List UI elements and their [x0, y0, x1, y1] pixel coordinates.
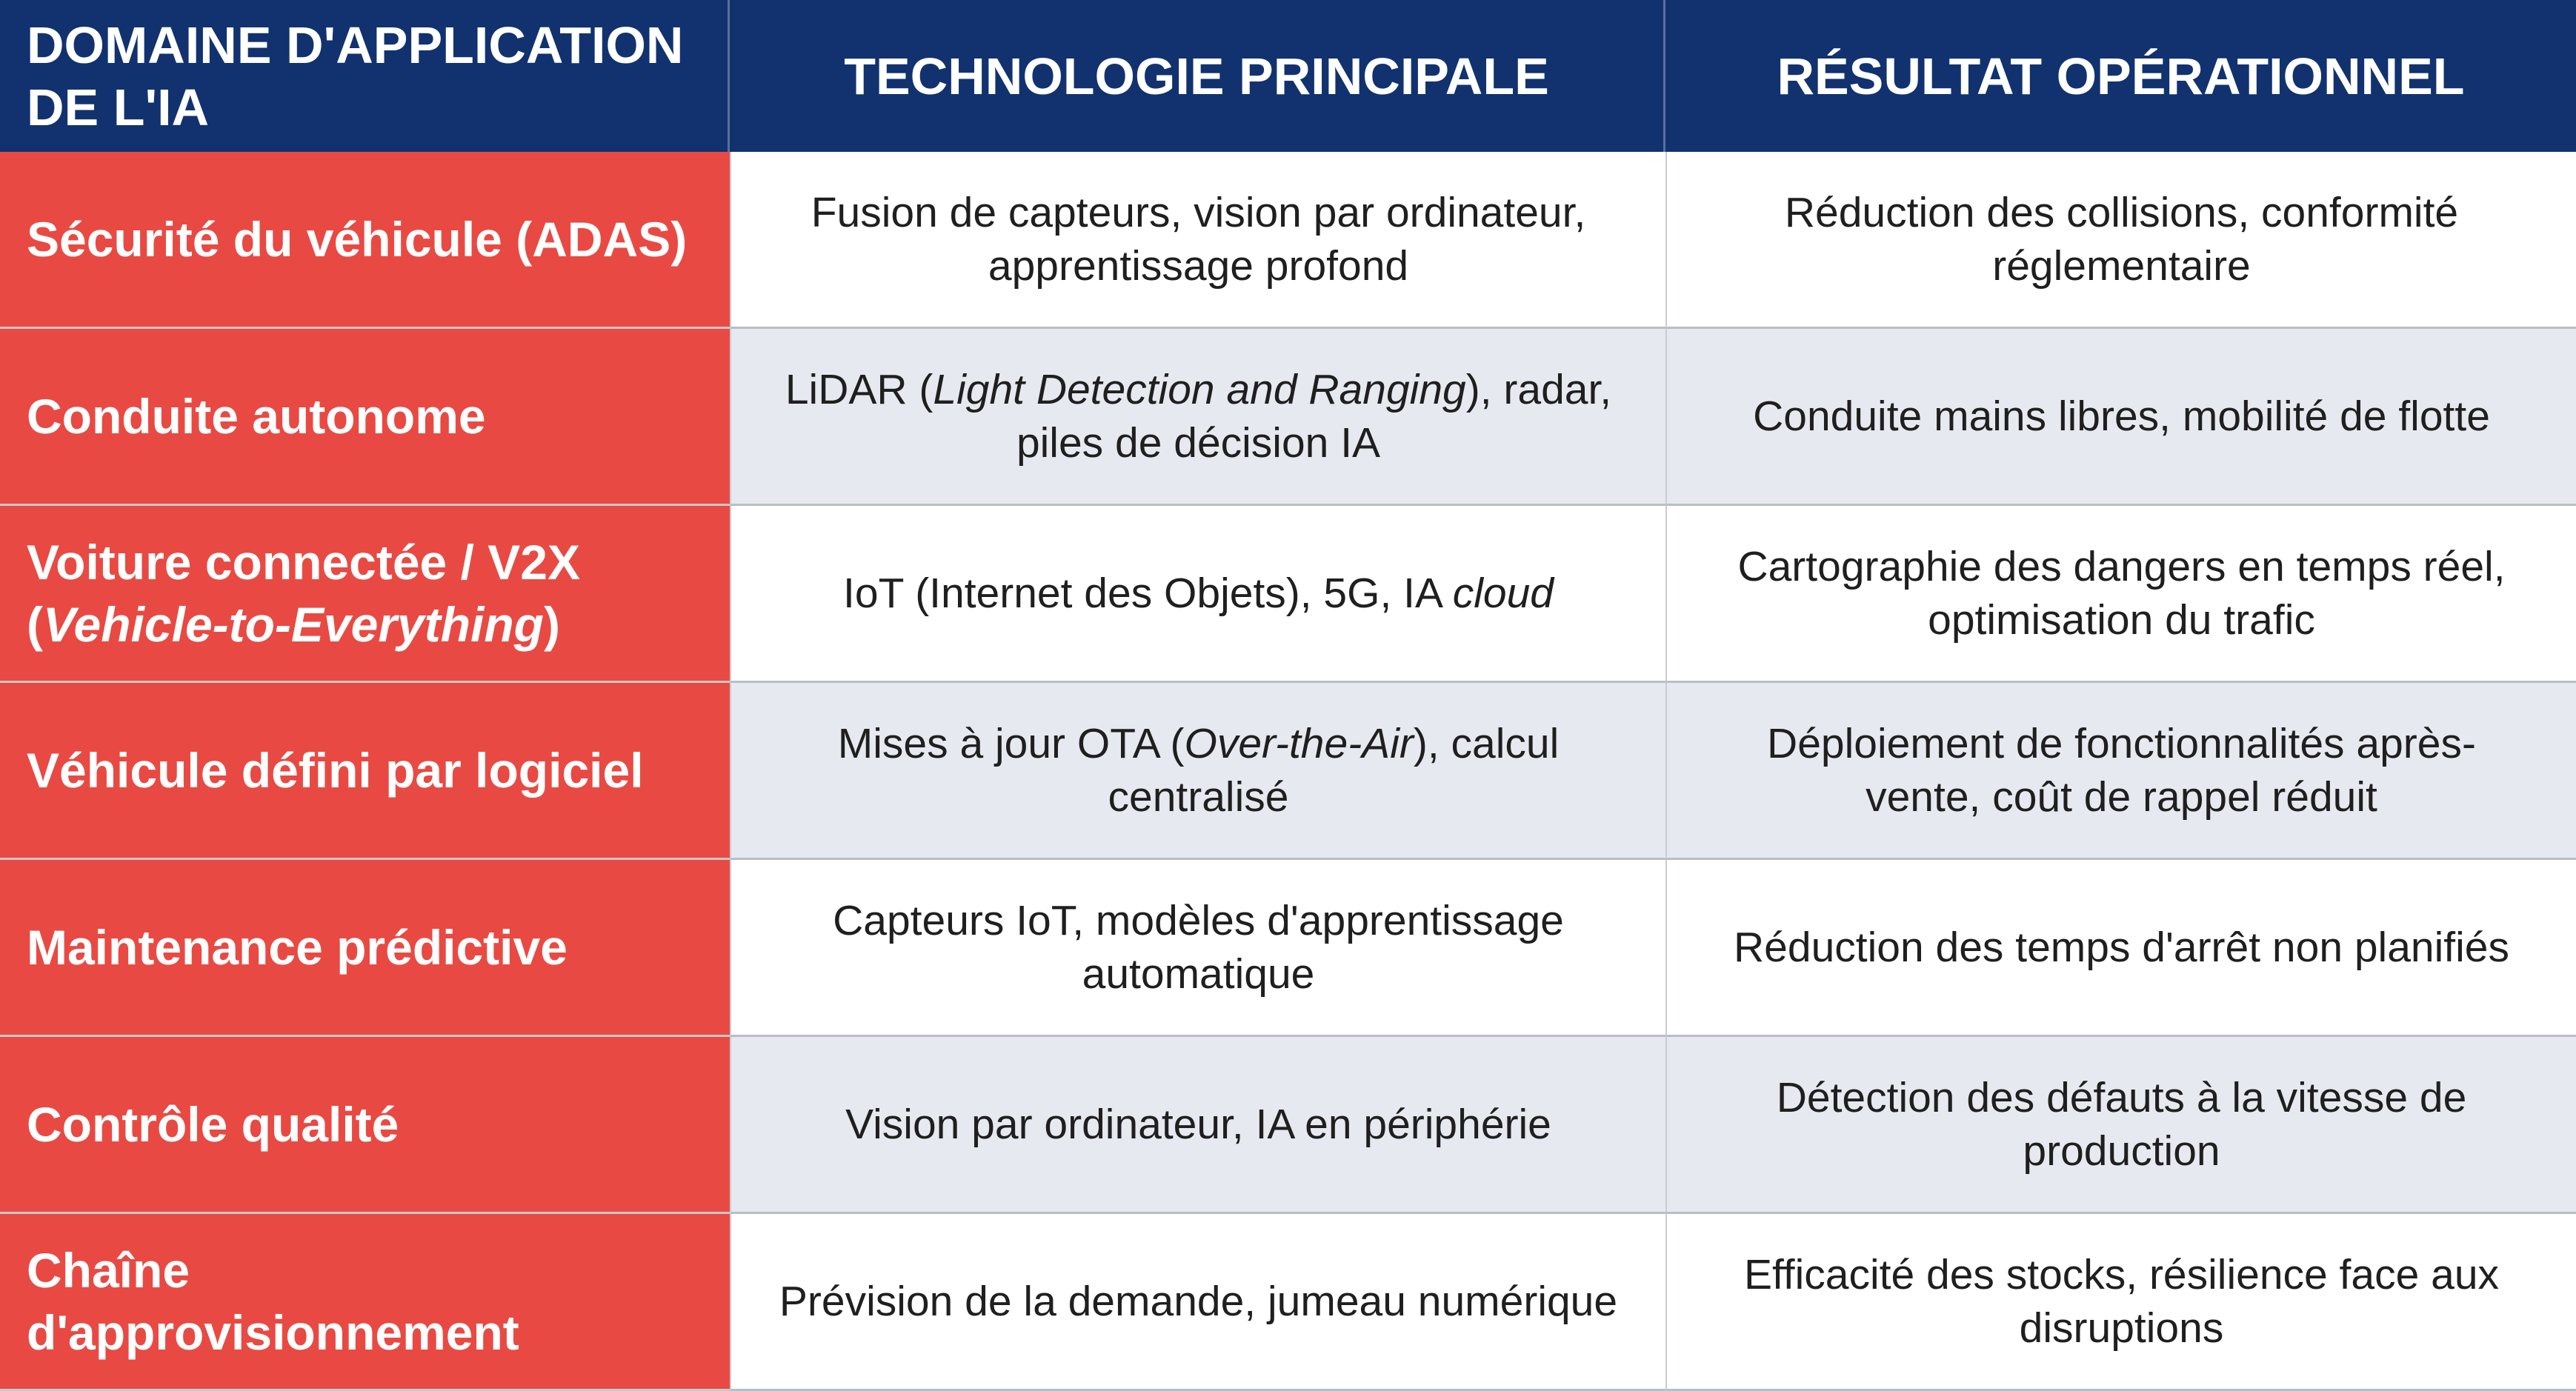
technology-cell — [730, 1214, 1665, 1391]
domain-label: Maintenance prédictive — [27, 920, 568, 975]
result-cell — [1665, 1214, 2576, 1391]
technology-cell — [730, 860, 1665, 1037]
technology-text: Fusion de capteurs, vision par ordinateur, apprentissage profond — [811, 189, 1586, 290]
technology-text-part: ), calcul centralisé — [1108, 720, 1560, 821]
technology-text-part: LiDAR ( — [785, 366, 933, 413]
result-cell — [1665, 152, 2576, 329]
domain-label-part: Voiture connectée / V2X ( — [27, 535, 581, 652]
header-domain-label: DOMAINE D'APPLICATION DE L'IA — [27, 16, 684, 136]
result-cell — [1665, 860, 2576, 1037]
header-technology-label: TECHNOLOGIE PRINCIPALE — [844, 47, 1549, 105]
technology-text-italic: Over-the-Air — [1184, 720, 1414, 767]
header-technology — [730, 0, 1665, 152]
domain-cell-sdv — [0, 683, 730, 860]
result-cell — [1665, 506, 2576, 683]
result-cell — [1665, 683, 2576, 860]
result-text: Détection des défauts à la vitesse de production — [1776, 1074, 2467, 1175]
technology-text-italic: Light Detection and Ranging — [933, 366, 1466, 413]
technology-text-part: Mises à jour OTA ( — [837, 720, 1185, 767]
technology-cell — [730, 1037, 1665, 1214]
result-text: Conduite mains libres, mobilité de flotte — [1753, 393, 2490, 440]
result-cell — [1665, 329, 2576, 506]
result-text: Réduction des collisions, conformité réglementaire — [1784, 189, 2459, 290]
domain-label: Conduite autonome — [27, 389, 486, 444]
domain-label-italic: Vehicle-to-Everything — [42, 597, 545, 652]
result-text: Cartographie des dangers en temps réel, optimisation du trafic — [1737, 543, 2506, 644]
technology-text: Prévision de la demande, jumeau numérique — [779, 1278, 1618, 1325]
domain-label-part: ) — [544, 597, 560, 652]
technology-text — [843, 567, 1554, 620]
technology-cell — [730, 329, 1665, 506]
domain-cell-adas — [0, 152, 730, 329]
header-domain — [0, 0, 730, 152]
header-result — [1665, 0, 2576, 152]
domain-cell-predictive-maintenance — [0, 860, 730, 1037]
result-text: Déploiement de fonctionnalités après-vente, coût de rappel réduit — [1767, 720, 2476, 821]
domain-label: Contrôle qualité — [27, 1097, 399, 1152]
technology-text — [806, 717, 1591, 824]
technology-text: Vision par ordinateur, IA en périphérie — [845, 1101, 1551, 1148]
technology-cell — [730, 506, 1665, 683]
technology-cell — [730, 152, 1665, 329]
result-text: Réduction des temps d'arrêt non planifiés — [1734, 924, 2509, 971]
technology-text: Capteurs IoT, modèles d'apprentissage automatique — [833, 897, 1564, 998]
result-cell — [1665, 1037, 2576, 1214]
header-result-label: RÉSULTAT OPÉRATIONNEL — [1777, 47, 2465, 105]
technology-text-italic: cloud — [1452, 570, 1554, 617]
domain-cell-supply-chain — [0, 1214, 730, 1391]
domain-cell-autonomous — [0, 329, 730, 506]
domain-label — [27, 531, 693, 656]
technology-text — [780, 363, 1617, 470]
domain-label: Véhicule défini par logiciel — [27, 743, 644, 798]
domain-label: Chaîne d'approvisionnement — [27, 1243, 519, 1360]
technology-text-part: ), radar, piles de décision IA — [1016, 366, 1612, 467]
domain-label: Sécurité du véhicule (ADAS) — [27, 212, 688, 267]
technology-cell — [730, 683, 1665, 860]
domain-cell-connected-car — [0, 506, 730, 683]
technology-text-part: IoT (Internet des Objets), 5G, IA — [843, 570, 1453, 617]
result-text: Efficacité des stocks, résilience face aux disruptions — [1743, 1251, 2500, 1352]
domain-cell-quality-control — [0, 1037, 730, 1214]
